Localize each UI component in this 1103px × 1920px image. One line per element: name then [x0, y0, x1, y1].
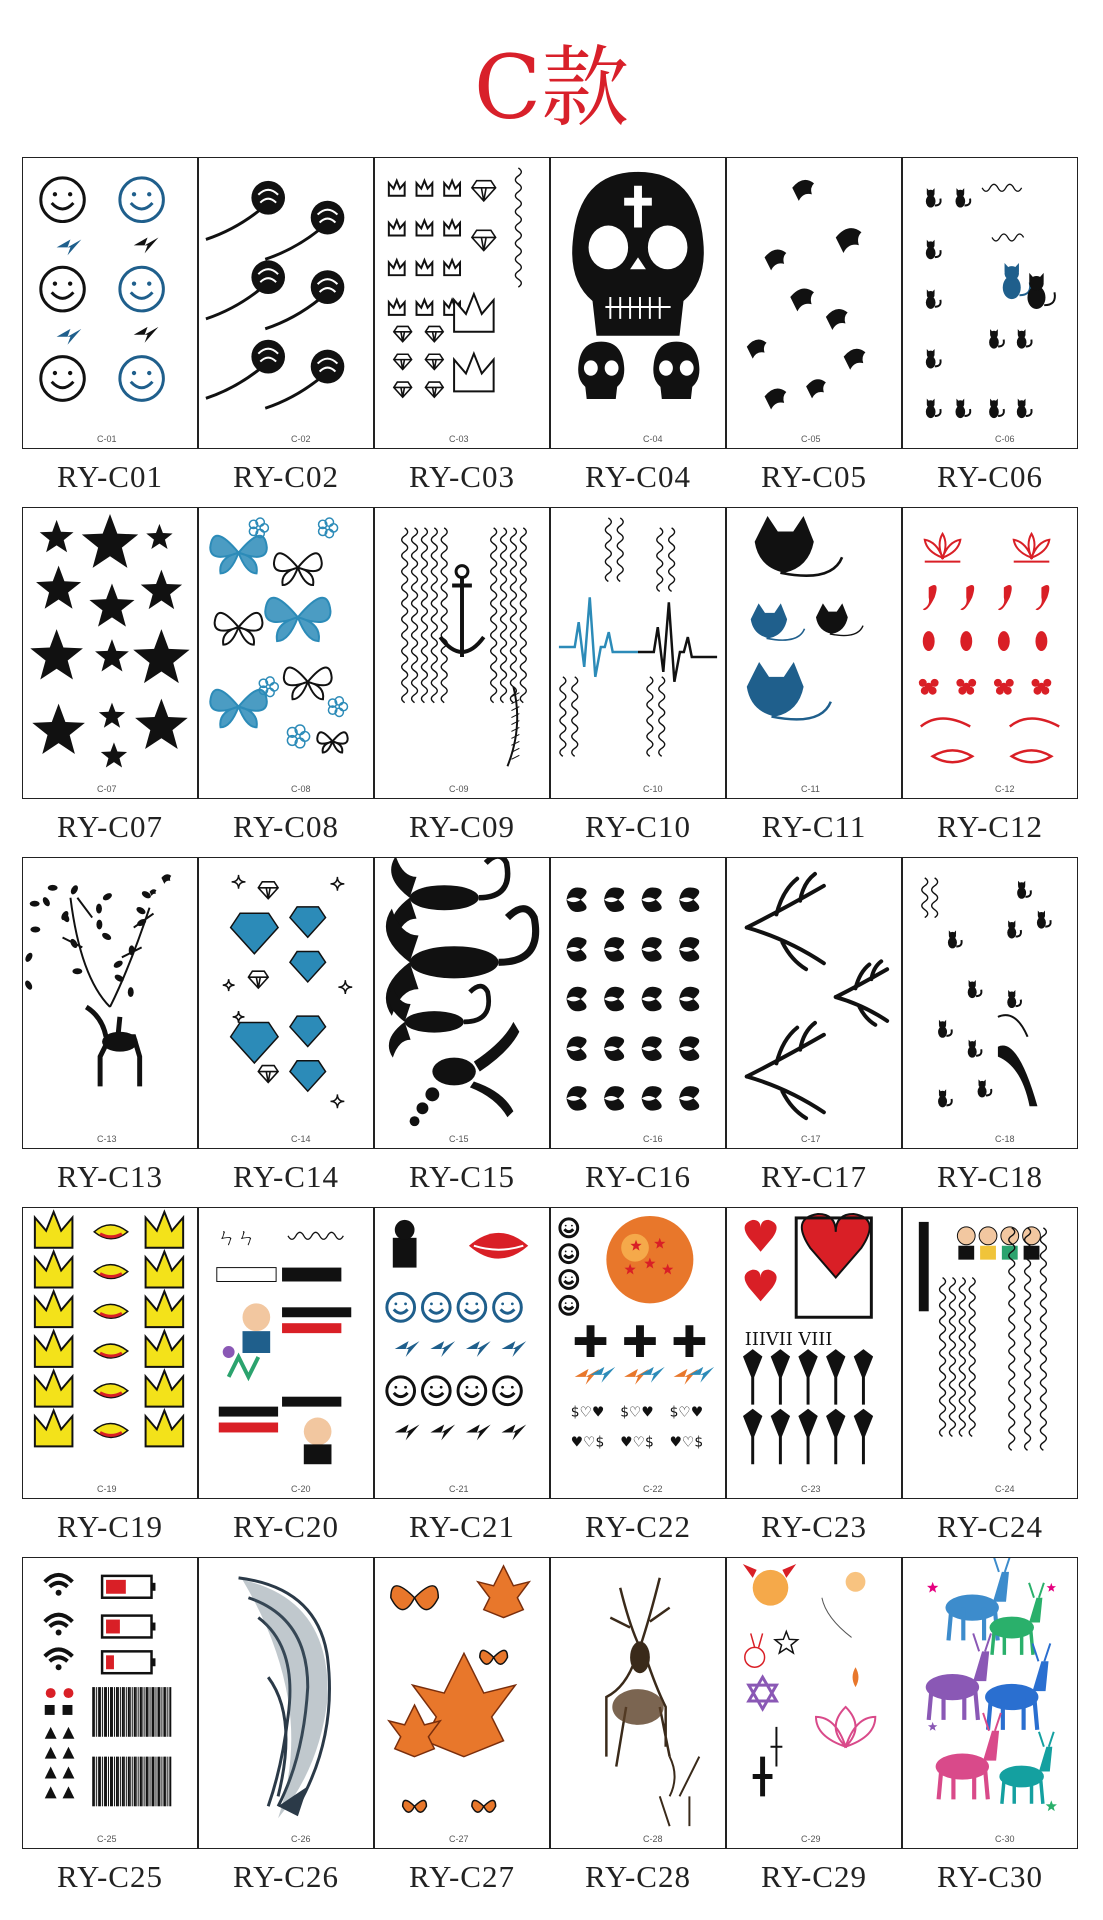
antlers-icon: [727, 858, 901, 1148]
sheet-code: C-28: [643, 1834, 663, 1844]
product-label: RY-C02: [233, 459, 339, 494]
tattoo-sheet: [902, 507, 1078, 799]
product-label: RY-C30: [937, 1859, 1043, 1894]
product-label: RY-C05: [761, 459, 867, 494]
product-label: RY-C15: [409, 1159, 515, 1194]
sheet-code: C-01: [97, 434, 117, 444]
blue-diamond-icon: [199, 858, 373, 1148]
sheet-code: C-04: [643, 434, 663, 444]
tattoo-sheet: [374, 1207, 550, 1499]
product-label: RY-C11: [761, 809, 867, 844]
sheet-code: C-11: [801, 784, 820, 794]
sheet-code: C-02: [291, 434, 311, 444]
sheet-code: C-25: [97, 1834, 117, 1844]
product-label: RY-C28: [585, 1859, 691, 1894]
product-label: RY-C06: [937, 459, 1043, 494]
sheet-code: C-10: [643, 784, 663, 794]
tattoo-sheet: [22, 857, 198, 1149]
sheet-code: C-14: [291, 1134, 311, 1144]
sheet-code: C-18: [995, 1134, 1015, 1144]
product-label: RY-C21: [409, 1509, 515, 1544]
wifi-battery-icon: [23, 1558, 197, 1848]
tattoo-sheet: [198, 857, 374, 1149]
tattoo-sheet: [550, 1557, 726, 1849]
cats-icon: [903, 158, 1077, 448]
rose-icon: [199, 158, 373, 448]
crown-icon: [23, 1208, 197, 1498]
sheet-code: C-21: [449, 1484, 469, 1494]
svg-text:ㄣㄣ: ㄣㄣ: [216, 1225, 257, 1249]
product-label: RY-C18: [937, 1159, 1043, 1194]
product-label: RY-C19: [57, 1509, 163, 1544]
tattoo-sheet: [550, 857, 726, 1149]
tattoo-sheet: [902, 1557, 1078, 1849]
svg-text:$♡♥: $♡♥: [669, 1404, 704, 1421]
lotus-ornament-icon: [903, 508, 1077, 798]
product-label: RY-C16: [585, 1159, 691, 1194]
product-label: RY-C26: [233, 1859, 339, 1894]
product-label: RY-C01: [57, 459, 163, 494]
tattoo-sheet: [374, 507, 550, 799]
svg-text:♥♡$: ♥♡$: [570, 1434, 605, 1451]
product-label: RY-C12: [937, 809, 1043, 844]
sheet-code: C-05: [801, 434, 821, 444]
watercolor-deer-icon: [551, 1558, 725, 1848]
tattoo-sheet: [550, 507, 726, 799]
cats-icon: [903, 858, 1077, 1148]
maple-butterfly-icon: [375, 1558, 549, 1848]
dragon-ball-icon: [551, 1208, 725, 1498]
sheet-code: C-29: [801, 1834, 821, 1844]
sheet-code: C-12: [995, 784, 1015, 794]
product-label: RY-C07: [57, 809, 163, 844]
product-label: RY-C29: [761, 1859, 867, 1894]
product-label: RY-C04: [585, 459, 691, 494]
tattoo-sheet: [902, 157, 1078, 449]
product-label: RY-C10: [585, 809, 691, 844]
luhan-stickers-icon: [199, 1208, 373, 1498]
sheet-code: C-06: [995, 434, 1015, 444]
product-label: RY-C25: [57, 1859, 163, 1894]
tattoo-sheet: [22, 157, 198, 449]
tattoo-sheet: [198, 507, 374, 799]
sheet-code: C-16: [643, 1134, 663, 1144]
sheet-code: C-09: [449, 784, 469, 794]
sheet-code: C-26: [291, 1834, 311, 1844]
product-label: RY-C03: [409, 459, 515, 494]
sugar-skull-icon: [551, 158, 725, 448]
mixed-stickers-icon: [727, 1558, 901, 1848]
tattoo-sheet: [726, 1207, 902, 1499]
svg-text:IIIVII VIII: IIIVII VIII: [744, 1329, 833, 1351]
tattoo-sheet: [726, 1557, 902, 1849]
tattoo-sheet: [22, 507, 198, 799]
product-label: RY-C14: [233, 1159, 339, 1194]
tattoo-sheet: [902, 857, 1078, 1149]
product-label: RY-C23: [761, 1509, 867, 1544]
stars-icon: [23, 508, 197, 798]
svg-text:♥♡$: ♥♡$: [669, 1434, 704, 1451]
sheet-code: C-22: [643, 1484, 663, 1494]
tattoo-sheet: [726, 857, 902, 1149]
sheet-code: C-19: [97, 1484, 117, 1494]
tattoo-sheet: [374, 157, 550, 449]
sheet-code: C-23: [801, 1484, 821, 1494]
scorpion-icon: [375, 858, 549, 1148]
tattoo-sheet: [726, 157, 902, 449]
tattoo-sheet: [550, 1207, 726, 1499]
product-label: RY-C24: [937, 1509, 1043, 1544]
sheet-code: C-24: [995, 1484, 1015, 1494]
tattoo-sheet: [374, 1557, 550, 1849]
product-label: RY-C17: [761, 1159, 867, 1194]
product-label: RY-C22: [585, 1509, 691, 1544]
sheet-code: C-15: [449, 1134, 469, 1144]
sheet-code: C-08: [291, 784, 311, 794]
smiley-lightning-icon: [23, 158, 197, 448]
sheet-code: C-07: [97, 784, 117, 794]
sheet-code: C-30: [995, 1834, 1015, 1844]
sheet-code: C-17: [801, 1134, 821, 1144]
heart-roman-icon: [727, 1208, 901, 1498]
sheet-code: C-03: [449, 434, 469, 444]
tattoo-sheet: [374, 857, 550, 1149]
product-label: RY-C20: [233, 1509, 339, 1544]
svg-text:♥♡$: ♥♡$: [620, 1434, 654, 1451]
product-label: RY-C08: [233, 809, 339, 844]
product-label: RY-C27: [409, 1859, 515, 1894]
tattoo-sheet: [198, 157, 374, 449]
fox-icon: [727, 508, 901, 798]
tattoo-sheet: [22, 1207, 198, 1499]
tattoo-sheet: [726, 507, 902, 799]
script-anchor-icon: [375, 508, 549, 798]
sheet-code: C-20: [291, 1484, 311, 1494]
svg-text:$♡♥: $♡♥: [570, 1404, 605, 1421]
page-title: C款: [473, 36, 630, 139]
birds-icon: [727, 158, 901, 448]
svg-text:$♡♥: $♡♥: [620, 1404, 654, 1421]
tattoo-sheet: [550, 157, 726, 449]
mustache-icon: [551, 858, 725, 1148]
tattoo-sheet: [198, 1207, 374, 1499]
tattoo-sheet: [902, 1207, 1078, 1499]
deer-tree-icon: [23, 858, 197, 1148]
product-label: RY-C13: [57, 1159, 163, 1194]
fox-feather-icon: [199, 1558, 373, 1848]
heartbeat-icon: [551, 508, 725, 798]
crown-diamond-icon: [375, 158, 549, 448]
lips-smiley-icon: [375, 1208, 549, 1498]
tattoo-sheet: [198, 1557, 374, 1849]
galaxy-deer-icon: [903, 1558, 1077, 1848]
sheet-code: C-27: [449, 1834, 469, 1844]
tattoo-sheet: [22, 1557, 198, 1849]
script-text-icon: [903, 1208, 1077, 1498]
product-label: RY-C09: [409, 809, 515, 844]
butterflies-icon: [199, 508, 373, 798]
sheet-code: C-13: [97, 1134, 117, 1144]
